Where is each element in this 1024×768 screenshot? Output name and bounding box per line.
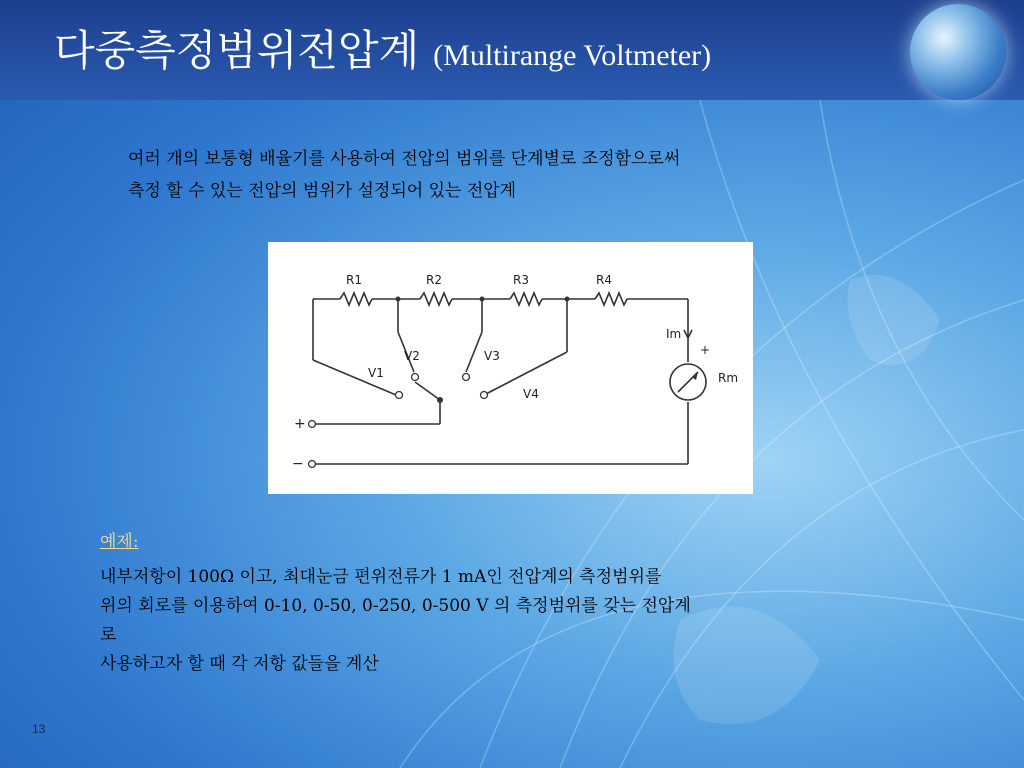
page-number: 13 xyxy=(32,722,46,736)
label-v1: V1 xyxy=(368,366,384,380)
example-line: 내부저항이 100Ω 이고, 최대눈금 편위전류가 1 mA인 전압계의 측정범위를 xyxy=(100,567,662,587)
example-line: 위의 회로를 이용하여 0-10, 0-50, 0-250, 0-500 V 의 측정범위를 갖는 전압계 xyxy=(100,596,691,616)
circuit-diagram xyxy=(268,242,753,494)
slide-title xyxy=(54,18,711,78)
example-line: 사용하고자 할 때 각 저항 값들을 계산 xyxy=(100,654,379,674)
intro-text xyxy=(128,143,948,207)
title-korean: 다중측정범위전압계 xyxy=(54,26,420,75)
intro-line: 측정 할 수 있는 전압의 범위가 설정되어 있는 전압계 xyxy=(128,181,517,201)
label-v4: V4 xyxy=(523,387,539,401)
intro-line: 여러 개의 보통형 배율기를 사용하여 전압의 범위를 단계별로 조정함으로써 xyxy=(128,149,681,169)
resistor-r2 xyxy=(420,293,452,305)
label-terminal-plus: + xyxy=(294,416,306,432)
label-v2: V2 xyxy=(404,349,420,363)
title-english: (Multirange Voltmeter) xyxy=(433,39,712,72)
circuit-schematic xyxy=(268,242,753,494)
label-im: Im xyxy=(666,327,682,341)
label-r1: R1 xyxy=(346,273,362,287)
globe-logo xyxy=(910,4,1006,100)
title-bar xyxy=(0,0,1024,100)
label-r3: R3 xyxy=(513,273,529,287)
example-label: 예제: xyxy=(100,532,139,552)
example-line: 로 xyxy=(100,625,117,645)
label-r4: R4 xyxy=(596,273,612,287)
example-text xyxy=(100,563,930,679)
resistor-r3 xyxy=(510,293,542,305)
label-rm: Rm xyxy=(718,371,739,385)
label-r2: R2 xyxy=(426,273,442,287)
label-meter-plus: + xyxy=(700,343,711,357)
resistor-r1 xyxy=(340,293,372,305)
label-terminal-minus: − xyxy=(292,456,304,472)
resistor-r4 xyxy=(595,293,627,305)
label-v3: V3 xyxy=(484,349,500,363)
